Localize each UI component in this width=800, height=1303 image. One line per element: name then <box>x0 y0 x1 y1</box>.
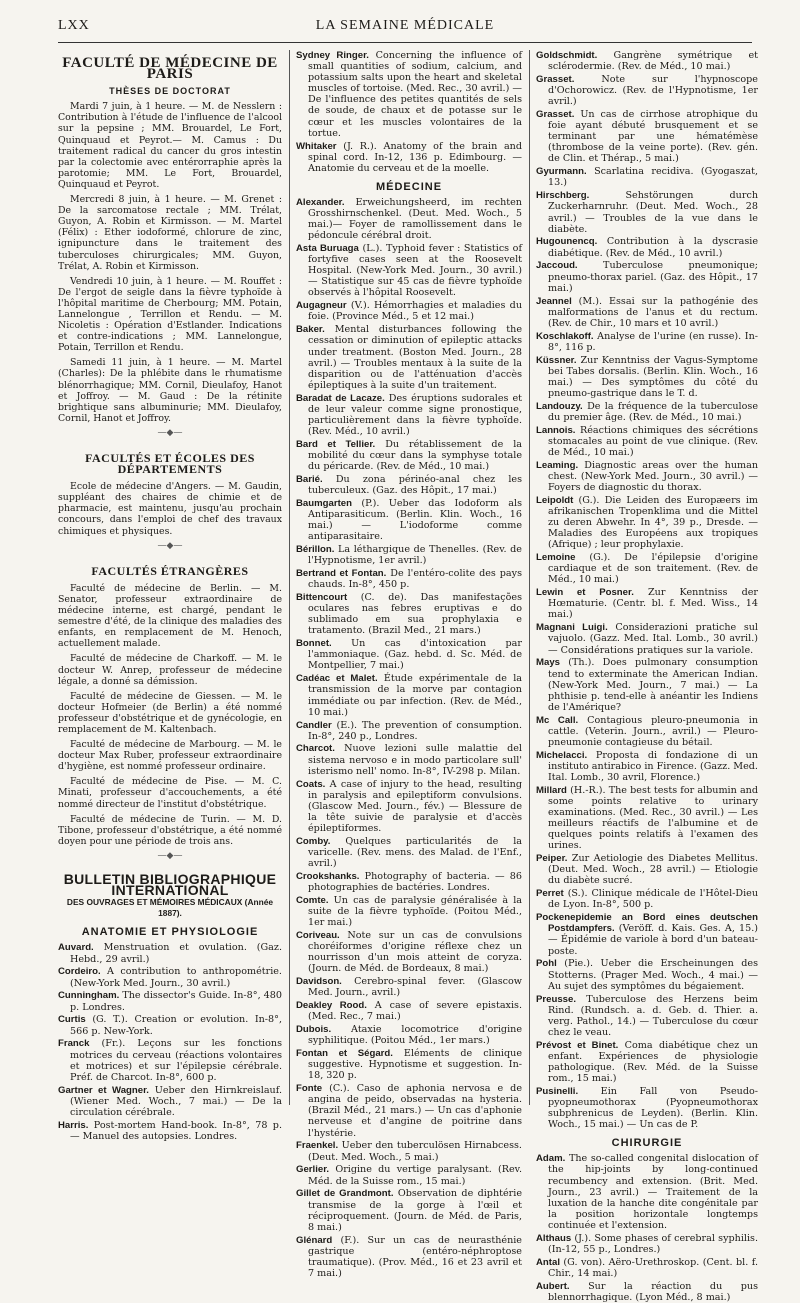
entry-author: Franck <box>58 1038 90 1050</box>
entry-text: La léthargique de Thenelles. (Rev. de l'Hypnotisme, 1er avril.) <box>308 544 522 567</box>
bibliography-entry <box>536 1233 758 1255</box>
bibliography-entry <box>296 439 522 472</box>
entry-text: Sehstörungen durch Zuckerharnruhr. (Deut. Med. Woch., 28 avril.) — Troubles de la vue dans le diabète. <box>548 190 758 235</box>
entry-author: Dubois. <box>296 1024 332 1036</box>
entry-author: Lemoine <box>536 552 576 564</box>
bibliography-entry <box>536 750 758 783</box>
entry-text: Eléments de clinique suggestive. Hypnotisme et suggestion. In-18, 320 p. <box>308 1048 522 1082</box>
entry-text: Quelques particularités de la varicelle. (Rev. mens. des Malad. de l'Enf., avril.) <box>308 835 522 870</box>
entry-author: Millard <box>536 784 567 796</box>
entry-author: Gerlier. <box>296 1164 330 1176</box>
entry-author: Gillet de Grandmont. <box>296 1188 394 1200</box>
theses-subtitle: THÈSES DE DOCTORAT <box>109 86 231 97</box>
entry-text: Ueber den Hirnkreislauf. (Wiener Med. Woch., 7 mai.) — De la circulation cérébrale. <box>70 1084 282 1118</box>
entry-author: Küssner. <box>536 354 577 366</box>
bibliography-entry <box>296 50 522 139</box>
bibliography-entry <box>536 587 758 620</box>
entry-text: Ueber den tuberculösen Hirnabcess. (Deut. Med. Woch., 5 mai.) <box>308 1140 522 1163</box>
faculty-news-item: Faculté de médecine de Giessen. — M. le docteur Hofmeier (de Berlin) a été nommé professeur d'obstétrique et de gynécologie, en remplacement de M. Kaltenbach. <box>58 690 282 735</box>
header-rule <box>58 42 752 43</box>
bibliography-entry <box>536 166 758 188</box>
entry-text: A case of injury to the head, resulting in paralysis and epileptiform convulsions. (Glascow Med. Journ., fév.) — Blessure de la tête suivie de paralysie et d'accès épileptiformes. <box>308 778 522 834</box>
bulletin-subtitle: DES OUVRAGES ET MÉMOIRES MÉDICAUX (Année 1887). <box>66 897 274 919</box>
entry-text: Cerebro-spinal fever. (Glascow Med. Journ., avril.) <box>308 976 522 999</box>
medecine-refs <box>296 197 522 1279</box>
bibliography-entry <box>296 498 522 542</box>
paris-theses <box>58 101 282 424</box>
departements-title: FACULTÉS ET ÉCOLES DES DÉPARTEMENTS <box>85 451 255 477</box>
entry-author: Jeannel <box>536 295 572 307</box>
entry-author: Baradat de Lacaze. <box>296 392 385 404</box>
entry-text: The so-called congenital dislocation of the hip-joints by long-continued recumbency and extension. (Brit. Med. Journ., 23 avril.) — Traitement de la luxation de la hanche dite congénitale par la position horizontale longtemps continuée et l'extension. <box>548 1153 758 1231</box>
entry-text: Tuberculose pneumonique; pneumo-thorax pariel. (Gaz. des Hôpit., 17 mai.) <box>548 260 758 294</box>
entry-author: Leipoldt <box>536 494 574 506</box>
bibliography-entry <box>296 673 522 717</box>
entry-author: Fontan et Ségard. <box>296 1048 393 1060</box>
entry-author: Bonnet. <box>296 638 332 650</box>
entry-text: Nuove lezioni sulle malattie del sistema nervoso e in modo particolare sull' isterismo nell' nomo. In-8°, IV-298 p. Milan. <box>308 743 522 777</box>
entry-text: Tuberculose des Herzens beim Rind. (Rundsch. a. d. Geb. d. Thier. a. verg. Pathol., 14.) — Tuberculose du cœur chez le veau. <box>548 993 758 1038</box>
bibliography-entry <box>296 1164 522 1186</box>
entry-author: Barié. <box>296 473 323 485</box>
entry-text: (Th.). Does pulmonary consumption tend to exterminate the American Indian. (New-York Med. Journ., 7 mai.) — La phthisie p. tend-elle à anéantir les Indiens de l'Amérique? <box>548 657 758 713</box>
entry-author: Sydney Ringer. <box>296 50 369 61</box>
bibliography-entry <box>536 715 758 748</box>
entry-author: Comby. <box>296 835 331 847</box>
entry-author: Mays <box>536 657 560 669</box>
bibliography-entry <box>296 1140 522 1162</box>
faculty-news-item: Faculté de médecine de Turin. — M. D. Tibone, professeur d'obstétrique, a été nommé doyen pour une période de trois ans. <box>58 813 282 847</box>
bibliography-entry <box>296 243 522 298</box>
column-rule-1 <box>289 50 290 1105</box>
entry-text: Du zona périnéo-anal chez les tuberculeux. (Gaz. des Hôpit., 17 mai.) <box>308 473 522 497</box>
entry-text: Mental disturbances following the cessation or diminution of epileptic attacks under treatment. (Boston Med. Journ., 28 avril.) — Troubles mentaux à la suite de la disparition ou de l'atténuation d'accès épileptiques à la suite d'un traitement. <box>308 324 522 391</box>
bibliography-entry <box>58 1120 282 1142</box>
bibliography-entry <box>536 1040 758 1084</box>
entry-text: The dissector's Guide. In-8°, 480 p. Londres. <box>70 990 282 1013</box>
entry-author: Althaus <box>536 1232 572 1244</box>
entry-author: Pohl <box>536 958 557 970</box>
entry-author: Bertrand et Fontan. <box>296 568 387 580</box>
bibliography-entry <box>536 50 758 72</box>
bibliography-entry <box>296 976 522 998</box>
entry-author: Auvard. <box>58 942 94 954</box>
entry-text: Un cas d'intoxication par l'ammoniaque. (Gaz. hebd. d. Sc. Méd. de Montpellier, 7 mai.) <box>308 638 522 672</box>
entry-author: Coriveau. <box>296 929 340 941</box>
entry-author: Fraenkel. <box>296 1140 339 1152</box>
bibliography-entry <box>296 544 522 566</box>
entry-text: A contribution to anthropométrie. (New-York Med. Journ., 30 avril.) <box>70 966 282 989</box>
entry-text: Post-mortem Hand-book. In-8°, 78 p. — Manuel des autopsies. Londres. <box>70 1119 282 1142</box>
entry-text: (C. de). Das manifestações oculares nas febres eruptivas e do sublimado em sua prophylaxia e tratamento. (Brazil Med., 21 mars.) <box>308 592 522 637</box>
entry-text: Coma diabétique chez un enfant. Expériences de physiologie pathologique. (Rev. Méd. de la Suisse rom., 15 mai.) <box>548 1039 758 1084</box>
bibliography-entry <box>536 190 758 234</box>
section-separator: —◆— <box>157 427 183 438</box>
entry-text: (Fr.). Leçons sur les fonctions motrices du cerveau (réactions volontaires et motrices) et sur l'épilepsie cérébrale. Préf. de Charcot. In-8°, 600 p. <box>70 1038 282 1083</box>
bibliography-entry <box>58 942 282 964</box>
medecine-refs-continued <box>536 50 758 1130</box>
bibliography-entry <box>536 260 758 293</box>
entry-author: Charcot. <box>296 743 335 755</box>
entry-author: Gartner et Wagner. <box>58 1084 149 1096</box>
paris-faculty-title: FACULTÉ DE MÉDECINE DE PARIS <box>62 55 278 83</box>
entry-text: De la fréquence de la tuberculose du premier âge. (Rev. de Méd., 10 mai.) <box>548 400 758 423</box>
entry-text: Zur Kenntniss der Hœmaturie. (Centr. bl. f. Med. Wiss., 14 mai.) <box>548 587 758 621</box>
entry-author: Mc Call. <box>536 714 579 726</box>
entry-text: Concerning the influence of small quantities of sodium, calcium, and potassium salts upon the heart and skeletal muscles of tortoise. (Med. Rec., 30 avril.) — De l'influence des petites quantités de sels de soude, de chaux et de potasse sur le cœur et les muscles volontaires de la tortue. <box>308 50 523 139</box>
entry-author: Harris. <box>58 1119 89 1131</box>
bibliography-entry <box>536 994 758 1038</box>
entry-text: (P.). Ueber das Iodoform als Antiparasiticum. (Berlin. Klin. Woch., 16 mai.) — L'iodoforme comme antiparasitaire. <box>308 497 522 543</box>
bibliography-entry <box>536 785 758 852</box>
entry-text: Ataxie locomotrice d'origine syphilitique. (Poitou Méd., 1er mars.) <box>308 1024 522 1047</box>
bibliography-entry <box>296 930 522 974</box>
bibliography-entry <box>296 568 522 590</box>
bibliography-entry <box>296 638 522 671</box>
bibliography-entry <box>536 622 758 655</box>
entry-author: Pusinelli. <box>536 1085 579 1097</box>
bibliography-entry <box>58 966 282 988</box>
entry-author: Michelacci. <box>536 749 588 761</box>
bibliography-entry <box>536 1281 758 1303</box>
bibliography-entry <box>296 1188 522 1232</box>
bibliography-entry <box>296 1024 522 1046</box>
faculty-news-item: Faculté de médecine de Marbourg. — M. le docteur Max Ruber, professeur extraordinaire d'hygiène, est nommé professeur ordinaire. <box>58 739 282 773</box>
entry-author: Perret <box>536 888 564 900</box>
entry-text: (G. von). Aëro-Urethroskop. (Cent. bl. f. Chir., 14 mai.) <box>548 1256 758 1279</box>
entry-author: Curtis <box>58 1014 86 1026</box>
entry-author: Peiper. <box>536 853 568 865</box>
entry-text: Note sur un cas de convulsions choréiformes d'origine réflexe chez un nourrisson d'un mois atteint de coryza. (Journ. de Méd. de Bordeaux, 8 mai.) <box>308 929 522 975</box>
medecine-title: MÉDECINE <box>375 180 443 193</box>
thesis-day: Mercredi 8 juin, à 1 heure. — M. Grenet : De la sarcomatose rectale ; MM. Trélat, Guyon, A. Robin et Kirmisson. — M. Martel (Félix) : Ether iodoformé, chlorure de zinc, ignipuncture dans le traitement des tuberculoses chirurgicales; MM. Guyon, Trélat, A. Robin et Kirmisson. <box>58 194 282 272</box>
section-separator: —◆— <box>157 850 183 861</box>
page-number: LXX <box>58 18 90 33</box>
entry-author: Baumgarten <box>296 497 352 509</box>
bibliography-entry <box>296 324 522 391</box>
entry-text: (G. T.). Creation or evolution. In-8°, 566 p. New-York. <box>70 1014 282 1037</box>
column-2 <box>296 50 523 1279</box>
entry-author: Davidson. <box>296 976 342 988</box>
entry-author: Glénard <box>296 1234 333 1246</box>
entry-author: Bard et Tellier. <box>296 438 376 450</box>
bibliography-entry <box>296 300 522 322</box>
bibliography-entry <box>536 495 758 550</box>
entry-text: Menstruation et ovulation. (Gaz. Hebd., 29 avril.) <box>70 942 282 965</box>
entry-author: Lannois. <box>536 424 576 436</box>
bibliography-entry <box>58 1038 282 1082</box>
bibliography-entry <box>296 720 522 742</box>
bibliography-entry <box>536 958 758 991</box>
bibliography-entry <box>296 895 522 928</box>
bibliography-entry <box>536 355 758 399</box>
thesis-day: Mardi 7 juin, à 1 heure. — M. de Nesslern : Contribution à l'étude de l'influence de l'alcool sur la pepsine ; MM. Brouardel, Le Fort, Quinquaud et Peyrot.— M. Camus : Du traitement radical du cancer du gros intestin par la colectomie avec entérorraphie après la parotomie; MM. Le Fort, Brouardel, Quinquaud et Peyrot. <box>58 101 282 190</box>
bibliography-entry <box>536 912 758 956</box>
entry-text: Sur la réaction du pus blennorrhagique. (Lyon Méd., 8 mai.) <box>548 1280 758 1303</box>
journal-title: LA SEMAINE MÉDICALE <box>315 18 495 33</box>
entry-text: Analyse de l'urine (en russe). In-8°, 116 p. <box>548 330 758 353</box>
entry-text: (E.). The prevention of consumption. In-8°, 240 p., Londres. <box>308 719 522 742</box>
entry-author: Jaccoud. <box>536 260 578 272</box>
entry-author: Antal <box>536 1256 560 1268</box>
bibliography-entry <box>536 74 758 107</box>
bibliography-entry <box>536 1153 758 1231</box>
entry-author: Cadéac et Malet. <box>296 673 378 685</box>
entry-text: Contribution à la dyscrasie diabétique. (Rev. de Méd., 10 avril.) <box>548 236 758 259</box>
bibliography-entry <box>296 779 522 834</box>
entry-author: Preusse. <box>536 993 577 1005</box>
bibliography-entry <box>536 853 758 886</box>
bibliography-entry <box>296 836 522 869</box>
entry-text: (M.). Essai sur la pathogénie des malformations de l'anus et du rectum. (Rev. de Chir., 10 mars et 10 avril.) <box>548 295 758 329</box>
entry-author: Magnani Luigi. <box>536 622 608 634</box>
faculty-news-item: Faculté de médecine de Charkoff. — M. le docteur W. Anrep, professeur de médecine légale, a donné sa démission. <box>58 653 282 687</box>
entry-text: Étude expérimentale de la transmission de la morve par contagion immédiate ou par infection. (Rev. de Méd., 10 mai.) <box>308 673 522 718</box>
entry-text: Réactions chimiques des sécrétions stomacales au point de vue clinique. (Rev. de Méd., 10 mai.) <box>548 424 758 458</box>
entry-author: Comte. <box>296 894 329 906</box>
entry-text: Un cas de cirrhose atrophique du foie ayant débuté brusquement et se terminant par une hématémèse (thrombose de la veine porte). (Rev. gén. de Clin. et Thérap., 5 mai.) <box>548 109 758 165</box>
entry-text: Observation de diphtérie transmise de la gorge à l'œil et réciproquement. (Journ. de Méd. de Paris, 8 mai.) <box>308 1188 522 1233</box>
entry-author: Aubert. <box>536 1280 570 1292</box>
entry-author: Goldschmidt. <box>536 50 598 61</box>
entry-text: (Veröff. d. Kais. Ges. A, 15.) — Épidémie de variole à bord d'un bateau-poste. <box>548 923 758 957</box>
entry-text: Origine du vertige paralysant. (Rev. Méd. de la Suisse rom., 15 mai.) <box>308 1164 522 1187</box>
entry-author: Hugounencq. <box>536 236 598 248</box>
entry-author: Augagneur <box>296 300 347 312</box>
entry-text: A case of severe epistaxis. (Med. Rec., 7 mai.) <box>308 1000 522 1023</box>
entry-author: Coats. <box>296 778 326 790</box>
entry-author: Candler <box>296 719 332 731</box>
entry-text: Erweichungsheerd, im rechten Grosshirnschenkel. (Deut. Med. Woch., 5 mai.)— Foyer de ramollissement dans le pédoncule cérébral droit. <box>308 196 522 242</box>
entry-text: (S.). Clinique médicale de l'Hôtel-Dieu de Lyon. In-8°, 500 p. <box>548 888 758 911</box>
thesis-day: Samedi 11 juin, à 1 heure. — M. Martel (Charles): De la phlébite dans le rhumatisme blénorrhagique; MM. Cornil, Dieulafoy, Hanot et Joffroy. — M. Gaud : De la rétinite brightique sans albuminurie; MM. Dieulafoy, Cornil, Hanot et Joffroy. <box>58 357 282 424</box>
entry-text: (J. R.). Anatomy of the brain and spinal cord. In-12, 136 p. Edimbourg. — Anatomie du cerveau et de la moelle. <box>308 140 522 174</box>
entry-text: Scarlatina recidiva. (Gyogaszat, 13.) <box>548 166 758 189</box>
chirurgie-title: CHIRURGIE <box>611 1137 683 1150</box>
bibliography-entry <box>296 197 522 241</box>
entry-text: Proposta di fondazione di un instituto antirabico in Firence. (Gazz. Med. Ital. Lomb., 30 avril, Florence.) <box>548 749 758 783</box>
entry-author: Bittencourt <box>296 592 348 604</box>
anatomie-title: ANATOMIE ET PHYSIOLOGIE <box>81 926 259 939</box>
entry-text: Contagious pleuro-pneumonia in cattle. (Veterin. Journ., avril.) — Pleuro-pneumonie contagieuse du bétail. <box>548 714 758 748</box>
departements-news: Ecole de médecine d'Angers. — M. Gaudin, suppléant des chaires de chimie et de pharmacie, est maintenu, jusqu'au prochain concours, dans l'emploi de chef des travaux chimiques et physiques. <box>58 481 282 537</box>
entry-text: Considerazioni pratiche sul vajuolo. (Gazz. Med. Ital. Lomb., 30 avril.) — Considérations pratiques sur la variole. <box>548 622 758 656</box>
bibliography-entry <box>296 393 522 437</box>
entry-author: Adam. <box>536 1153 566 1165</box>
entry-text: Un cas de paralysie généralisée à la suite de la fièvre typhoïde. (Poitou Méd., 1er mai.) <box>308 894 522 929</box>
entry-text: (L.). Typhoid fever : Statistics of fortyfive cases seen at the Roosevelt Hospital. (New-York Med. Journ., 30 avril.) — Statistique sur 45 cas de fièvre typhoïde observés à l'hôpital Roosevelt. <box>308 243 522 299</box>
entry-author: Asta Buruaga <box>296 243 359 255</box>
entry-author: Leaming. <box>536 459 579 471</box>
bibliography-entry <box>536 109 758 164</box>
running-head <box>58 18 752 38</box>
entry-text: Photography of bacteria. — 86 photographies de bactéries. Londres. <box>308 870 522 893</box>
entry-author: Lewin et Posner. <box>536 587 634 599</box>
entry-text: Diagnostic areas over the human chest. (New-York Med. Journ., 30 avril.) — Foyers de diagnostic du thorax. <box>548 459 758 494</box>
entry-author: Whitaker <box>296 140 337 152</box>
bibliography-entry <box>536 552 758 585</box>
bibliography-entry <box>536 1086 758 1130</box>
bibliography-entry <box>296 1000 522 1022</box>
entry-author: Deakley Rood. <box>296 1000 367 1012</box>
entry-author: Koschlakoff. <box>536 330 594 342</box>
entry-text: (V.). Hémorrhagies et maladies du foie. (Province Méd., 5 et 12 mai.) <box>308 300 522 323</box>
entry-author: Grasset. <box>536 109 575 121</box>
bibliography-entry <box>536 236 758 258</box>
entry-text: Du rétablissement de la mobilité du cœur dans la symphyse totale du péricarde. (Rev. de Méd., 10 mai.) <box>308 438 522 473</box>
entry-author: Alexander. <box>296 196 345 208</box>
column-rule-2 <box>529 50 530 1105</box>
bibliography-entry <box>296 1083 522 1138</box>
entry-text: Gangrène symétrique et sclérodermie. (Rev. de Méd., 10 mai.) <box>548 50 758 73</box>
entry-author: Landouzy. <box>536 400 583 412</box>
column-1 <box>58 50 282 1142</box>
entry-author: Grasset. <box>536 73 575 85</box>
bibliography-entry <box>536 657 758 712</box>
bibliography-entry <box>58 1085 282 1118</box>
entry-author: Fonte <box>296 1083 323 1095</box>
bibliography-entry <box>296 141 522 174</box>
bibliography-entry <box>536 460 758 493</box>
entry-text: (C.). Caso de aphonia nervosa e de angina de peido, observadas na hysteria. (Brazil Méd., 21 mars.) — Un cas d'aphonie nerveuse et d'angine de poitrine dans l'hystérie. <box>308 1083 522 1139</box>
bibliography-entry <box>58 1014 282 1036</box>
entry-author: Gyurmann. <box>536 166 587 178</box>
bibliography-entry <box>58 990 282 1012</box>
etrangeres-title: FACULTÉS ÉTRANGÈRES <box>91 563 249 578</box>
bibliography-entry <box>536 401 758 423</box>
bulletin-title: BULLETIN BIBLIOGRAPHIQUE INTERNATIONAL <box>63 871 277 899</box>
entry-author: Hirschberg. <box>536 190 590 202</box>
entry-author: Prévost et Binet. <box>536 1039 619 1051</box>
entry-text: Des éruptions sudorales et de leur valeur comme signe pronostique, particulièrement dans la fièvre typhoïde. (Rev. Méd., 10 avril.) <box>308 392 522 437</box>
section-separator: —◆— <box>157 540 183 551</box>
entry-text: Zur Kenntniss der Vagus-Symptome bei Tabes dorsalis. (Berlin. Klin. Woch., 16 mai.) — Des symptômes du côté du pneumo-gastrique dans le T. d. <box>548 354 758 399</box>
anatomie-refs-continued <box>296 50 522 174</box>
entry-author: Bérillon. <box>296 544 335 556</box>
entry-author: Crookshanks. <box>296 870 360 882</box>
faculty-news-item: Faculté de médecine de Berlin. — M. Senator, professeur extraordinaire de médecine interne, est chargé, pendant le semestre d'été, de la clinique des maladies des enfants, en remplacement de M. Henoch, actuellement malade. <box>58 582 282 650</box>
entry-text: (G.). Die Leiden des Europæers im afrikanischen Tropenklima und die Mittel zu deren Abwehr. In 4°, 39 p., Dresde. — Maladies des Européens aux tropiques (Afrique) ; leur prophylaxie. <box>548 494 758 551</box>
entry-text: (G.). De l'épilepsie d'origine cardiaque et de son traitement. (Rev. de Méd., 10 mai.) <box>548 552 758 586</box>
anatomie-refs <box>58 942 282 1141</box>
entry-author: Baker. <box>296 324 325 336</box>
entry-author: Cunningham. <box>58 990 120 1002</box>
entry-author: Pockenepidemie an Bord eines deutschen Postdampfers. <box>536 912 758 935</box>
entry-text: (F.). Sur un cas de neurasthénie gastrique (entéro-néphroptose traumatique). (Prov. Méd., 16 et 23 avril et 7 mai.) <box>308 1234 522 1279</box>
bibliography-entry <box>296 871 522 893</box>
bibliography-entry <box>296 743 522 776</box>
bibliography-entry <box>296 592 522 636</box>
entry-text: Ein Fall von Pseudo-pyopneumothorax (Pyopneumothorax subphrenicus de Leyden). (Berlin. Klin. Woch., 15 mai.) — Un cas de P. <box>548 1085 758 1131</box>
entry-text: Note sur l'hypnoscope d'Ochorowicz. (Rev. de l'Hypnotisme, 1er avril.) <box>548 73 758 108</box>
bibliography-entry <box>296 1048 522 1081</box>
thesis-day: Vendredi 10 juin, à 1 heure. — M. Rouffet : De l'ergot de seigle dans la fièvre typhoïde à l'hôpital maritime de Cherbourg; MM. Potain, Lannelongue , Terrillon et Rendu. — M. Nicoletis : Opération d'Estlander. Indications et contre-indications ; MM. Lannelongue, Potain, Terrillon et Rendu. <box>58 275 282 354</box>
entry-text: De l'entéro-colite des pays chauds. In-8°, 450 p. <box>308 568 522 591</box>
bibliography-entry <box>536 425 758 458</box>
entry-text: Zur Aetiologie des Diabetes Mellitus. (Deut. Med. Woch., 28 avril.) — Etiologie du diabète sucré. <box>548 853 758 887</box>
entry-author: Cordeiro. <box>58 966 101 978</box>
bibliography-entry <box>296 1235 522 1279</box>
bibliography-entry <box>536 1257 758 1279</box>
chirurgie-refs <box>536 1153 758 1303</box>
bibliography-entry <box>536 888 758 910</box>
etrangeres-news <box>58 583 282 847</box>
column-3 <box>536 50 758 1303</box>
entry-text: (H.-R.). The best tests for albumin and some points relative to urinary examinations. (Med. Rec., 30 avril.) — Les meilleurs réactifs de l'albumine et de quelques points relatifs à l'examen des urines. <box>548 784 758 852</box>
entry-text: (Pie.). Ueber die Erscheinungen des Stotterns. (Prager Med. Woch., 4 mai.) — Au sujet des symptômes du bégaiement. <box>548 958 758 992</box>
entry-text: (J.). Some phases of cerebral syphilis. (In-12, 55 p., Londres.) <box>548 1232 758 1255</box>
bibliography-entry <box>296 474 522 496</box>
faculty-news-item: Faculté de médecine de Pise. — M. C. Minati, professeur d'accouchements, a été nommé directeur de l'institut d'obstétrique. <box>58 776 282 810</box>
bibliography-entry <box>536 331 758 353</box>
bibliography-entry <box>536 296 758 329</box>
